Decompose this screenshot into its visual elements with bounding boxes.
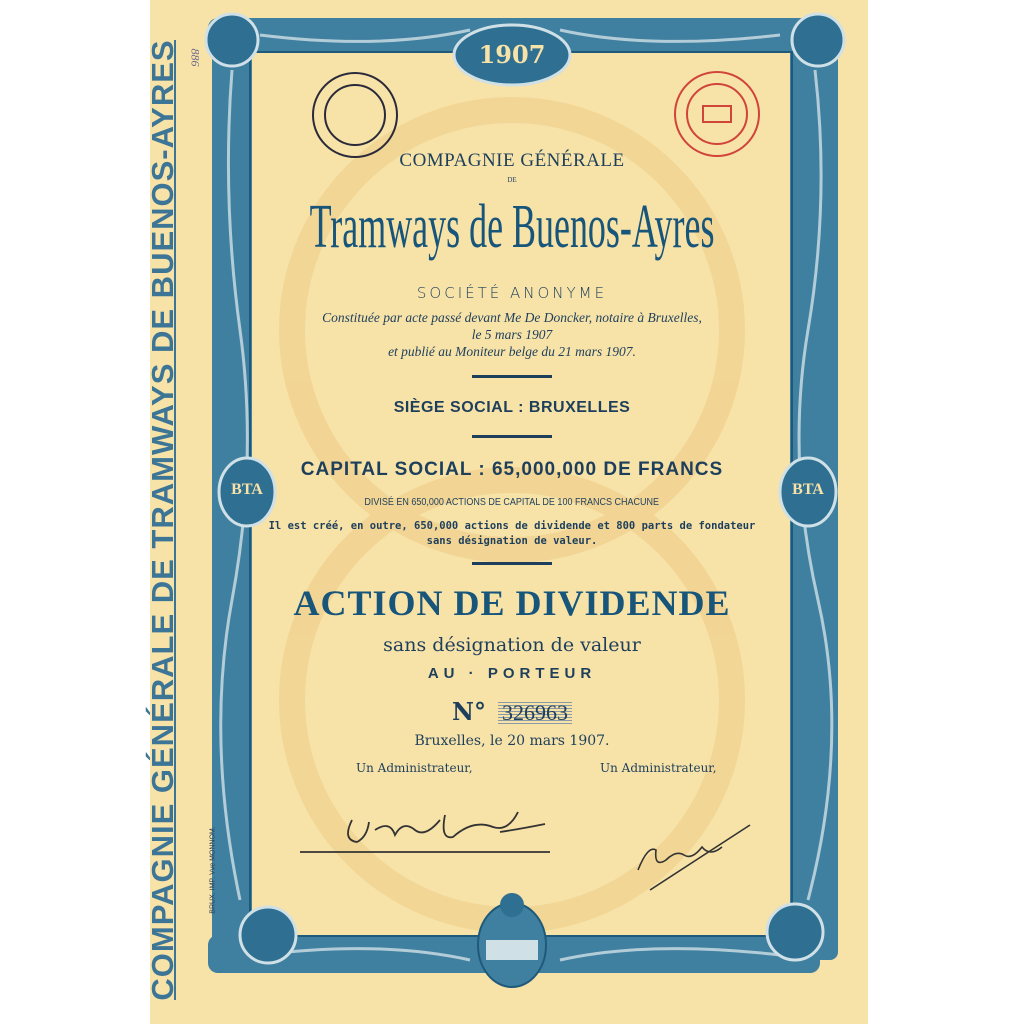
company-title: [0, 192, 1024, 263]
right-tax-stamp: [675, 72, 759, 156]
company-type: SOCIÉTÉ ANONYME: [416, 284, 608, 302]
creation-line: sans désignation de valeur.: [426, 535, 598, 547]
number-prefix: N°: [452, 697, 486, 726]
place-date: Bruxelles, le 20 mars 1907.: [414, 733, 610, 749]
signatory-left: Un Administrateur,: [356, 761, 473, 775]
company-title-text: Tramways de Buenos-Ayres: [309, 193, 715, 261]
bearer-label: AU · PORTEUR: [427, 665, 597, 682]
certificate-number: [0, 697, 1024, 726]
divider: [472, 435, 552, 438]
share-capital: CAPITAL SOCIAL : 65,000,000 DE FRANCS: [300, 459, 724, 480]
year-cartouche: 1907: [478, 40, 546, 69]
share-type: ACTION DE DIVIDENDE: [293, 583, 731, 623]
divider: [472, 562, 552, 565]
signatory-right: Un Administrateur,: [600, 761, 717, 775]
nominal-value: sans désignation de valeur: [383, 634, 641, 656]
divider: [472, 375, 552, 378]
side-company-text: COMPAGNIE GÉNÉRALE DE TRAMWAYS DE BUENOS-AYRES: [145, 39, 180, 1001]
monogram-left: BTA: [231, 481, 263, 498]
creation-line: Il est créé, en outre, 650,000 actions de dividende et 800 parts de fondateur: [268, 520, 756, 532]
printer-imprint: BRUX. IMP. Vve MONNOM.: [209, 826, 217, 914]
capital-division-text: DIVISÉ EN 650,000 ACTIONS DE CAPITAL DE 100 FRANCS CHACUNE: [364, 497, 660, 508]
constitution-line: le 5 mars 1907: [471, 327, 553, 342]
constitution-line: et publié au Moniteur belge du 21 mars 1907.: [388, 344, 636, 359]
company-line: COMPAGNIE GÉNÉRALE: [399, 150, 625, 171]
registered-office: SIÈGE SOCIAL : BRUXELLES: [393, 399, 631, 416]
capital-division: [0, 497, 1024, 508]
handwritten-note: 886: [188, 48, 203, 67]
number-value: 326963: [498, 700, 572, 726]
monogram-right: BTA: [792, 481, 824, 498]
constitution-line: Constituée par acte passé devant Me De Doncker, notaire à Bruxelles,: [322, 310, 702, 325]
left-tax-stamp: [313, 73, 397, 157]
company-de: DE: [507, 176, 517, 184]
